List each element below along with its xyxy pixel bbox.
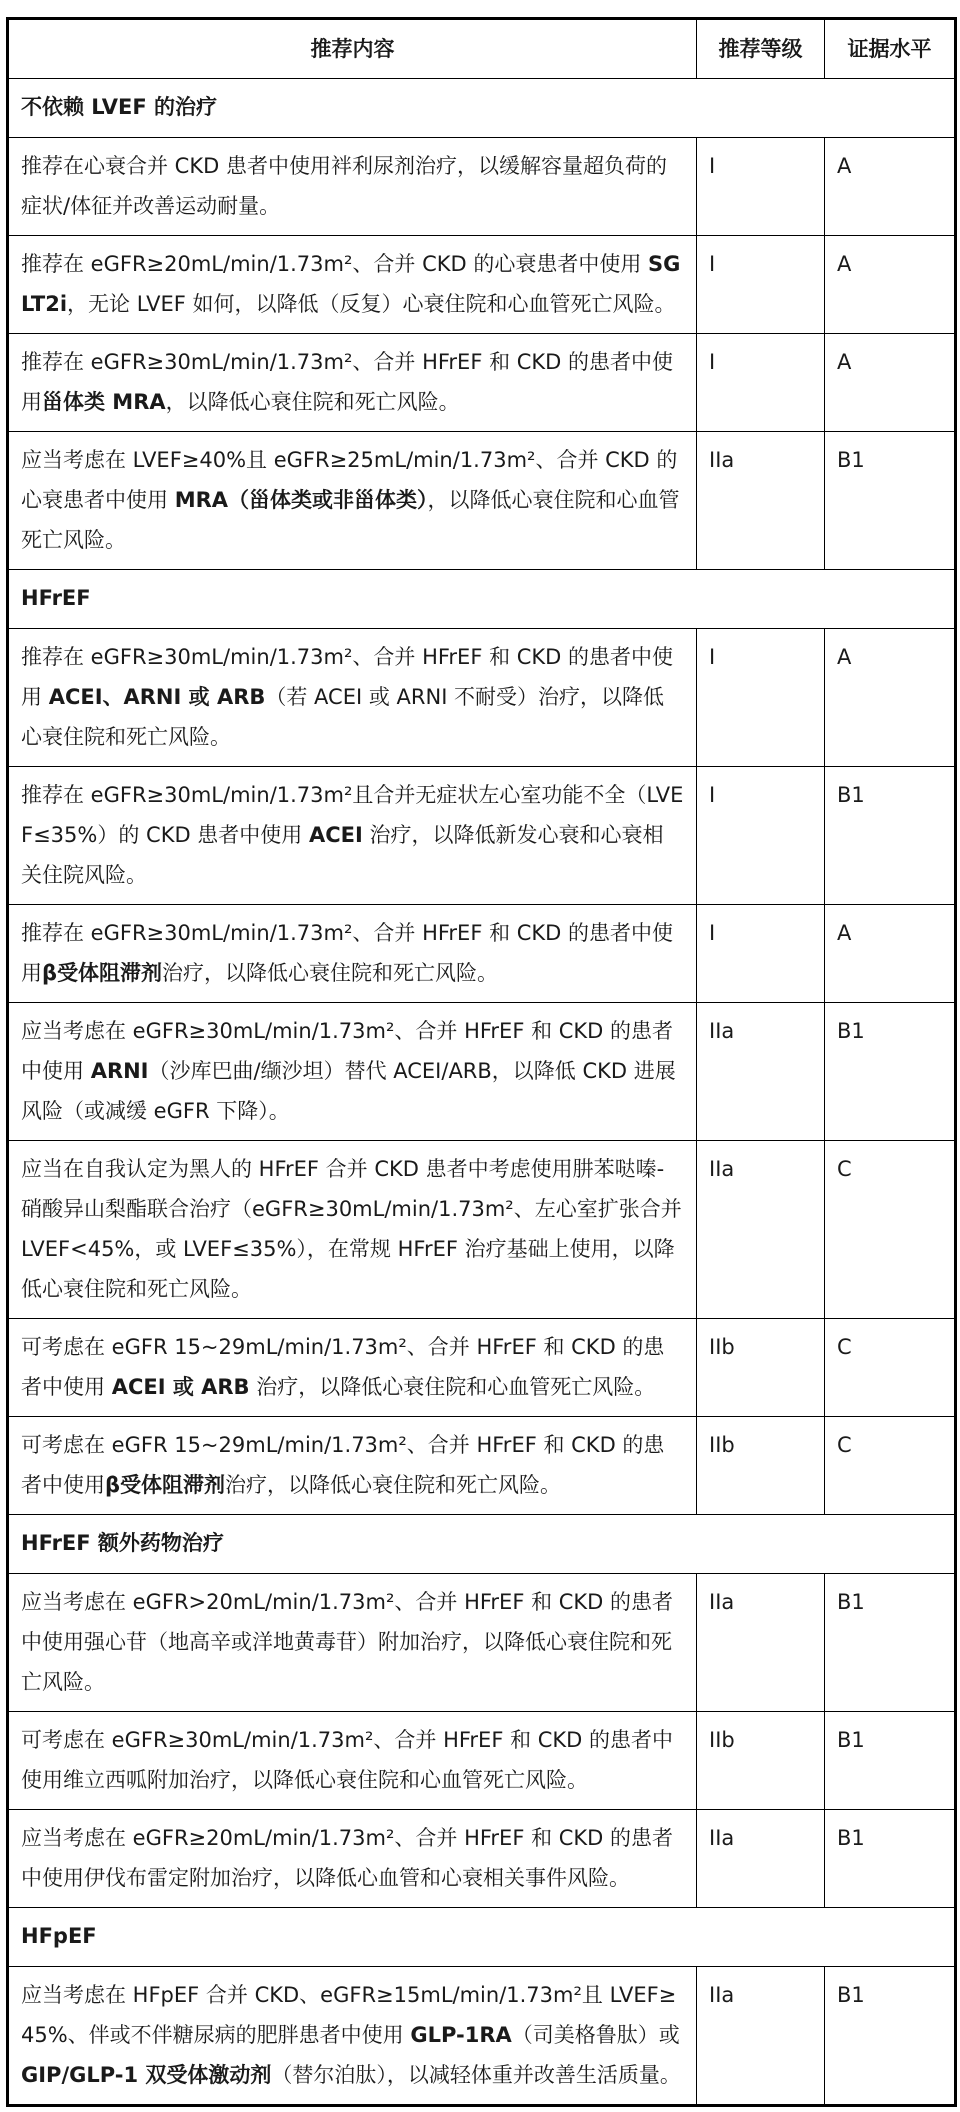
text-run: 推荐在 eGFR≥20mL/min/1.73m²、合并 CKD 的心衰患者中使用 bbox=[21, 252, 649, 276]
recommendation-text bbox=[8, 1810, 697, 1908]
section-title: 不依赖 LVEF 的治疗 bbox=[8, 79, 956, 138]
evidence-level: B1 bbox=[825, 1003, 956, 1141]
recommendation-level: I bbox=[697, 138, 825, 236]
recommendation-level: I bbox=[697, 236, 825, 334]
text-run: 应当考虑在 eGFR≥20mL/min/1.73m²、合并 HFrEF 和 CKD 的患者中使用伊伐布雷定附加治疗，以降低心血管和心衰相关事件风险。 bbox=[21, 1826, 674, 1890]
bold-text: ACEI 或 ARB bbox=[111, 1375, 250, 1399]
text-run: 治疗，以降低心衰住院和心血管死亡风险。 bbox=[249, 1375, 656, 1399]
text-run: ，以降低心衰住院和心血管死亡风险。 bbox=[21, 488, 680, 552]
evidence-level: A bbox=[825, 905, 956, 1003]
recommendation-level: IIb bbox=[697, 1712, 825, 1810]
table-row bbox=[8, 1141, 956, 1319]
recommendation-level: IIb bbox=[697, 1417, 825, 1515]
evidence-level: C bbox=[825, 1319, 956, 1417]
text-run: 推荐在心衰合并 CKD 患者中使用袢利尿剂治疗，以缓解容量超负荷的症状/体征并改善运动耐量。 bbox=[21, 154, 667, 218]
recommendation-level: IIa bbox=[697, 1574, 825, 1712]
text-run: 应当考虑在 eGFR>20mL/min/1.73m²、合并 HFrEF 和 CKD 的患者中使用强心苷（地高辛或洋地黄毒苷）附加治疗，以降低心衰住院和死亡风险。 bbox=[21, 1590, 674, 1694]
recommendation-text bbox=[8, 905, 697, 1003]
recommendation-text bbox=[8, 767, 697, 905]
table-row bbox=[8, 334, 956, 432]
text-run: 推荐在 eGFR≥30mL/min/1.73m²、合并 HFrEF 和 CKD 的患者中使用 bbox=[21, 350, 674, 414]
evidence-level: B1 bbox=[825, 1810, 956, 1908]
bold-text: GIP/GLP-1 双受体激动剂 bbox=[21, 2063, 272, 2087]
recommendation-text bbox=[8, 1712, 697, 1810]
section-row bbox=[8, 570, 956, 629]
recommendation-text bbox=[8, 138, 697, 236]
recommendation-text bbox=[8, 1003, 697, 1141]
text-run: 治疗，以降低新发心衰和心衰相关住院风险。 bbox=[21, 823, 664, 887]
recommendation-text bbox=[8, 1574, 697, 1712]
header-evidence: 证据水平 bbox=[825, 19, 956, 79]
section-title: HFrEF bbox=[8, 570, 956, 629]
section-row bbox=[8, 79, 956, 138]
text-run: 推荐在 eGFR≥30mL/min/1.73m²、合并 HFrEF 和 CKD 的患者中使用 bbox=[21, 921, 674, 985]
bold-text: ARNI bbox=[90, 1059, 149, 1083]
recommendation-text bbox=[8, 1967, 697, 2106]
recommendation-text bbox=[8, 334, 697, 432]
text-run: 应当在自我认定为黑人的 HFrEF 合并 CKD 患者中考虑使用肼苯哒嗪-硝酸异山梨酯联合治疗（eGFR≥30mL/min/1.73m²、左心室扩张合并 LVEF<45%，或 LVEF≤35%），在常规 HFrEF 治疗基础上使用，以降低心衰住院和死亡风险。 bbox=[21, 1157, 682, 1301]
evidence-level: B1 bbox=[825, 767, 956, 905]
recommendation-text bbox=[8, 629, 697, 767]
bold-text: GLP-1RA bbox=[410, 2023, 512, 2047]
bold-text: MRA（甾体类或非甾体类） bbox=[174, 488, 428, 512]
recommendation-text bbox=[8, 1141, 697, 1319]
bold-text: SGLT2i bbox=[21, 252, 681, 316]
recommendation-level: IIa bbox=[697, 1967, 825, 2106]
header-content: 推荐内容 bbox=[8, 19, 697, 79]
table-row bbox=[8, 236, 956, 334]
evidence-level: B1 bbox=[825, 1967, 956, 2106]
text-run: 治疗，以降低心衰住院和死亡风险。 bbox=[162, 961, 499, 985]
section-row bbox=[8, 1908, 956, 1967]
table-header-row bbox=[8, 19, 956, 79]
recommendation-text bbox=[8, 1319, 697, 1417]
recommendation-level: I bbox=[697, 629, 825, 767]
recommendation-level: IIa bbox=[697, 432, 825, 570]
recommendation-level: I bbox=[697, 905, 825, 1003]
text-run: ，以降低心衰住院和死亡风险。 bbox=[165, 390, 460, 414]
bold-text: 甾体类 MRA bbox=[42, 390, 166, 414]
evidence-level: C bbox=[825, 1141, 956, 1319]
text-run: 应当考虑在 eGFR≥30mL/min/1.73m²、合并 HFrEF 和 CKD 的患者中使用 bbox=[21, 1019, 674, 1083]
recommendation-level: I bbox=[697, 767, 825, 905]
header-level: 推荐等级 bbox=[697, 19, 825, 79]
text-run: 治疗，以降低心衰住院和死亡风险。 bbox=[225, 1473, 562, 1497]
recommendation-text bbox=[8, 236, 697, 334]
evidence-level: A bbox=[825, 629, 956, 767]
text-run: （司美格鲁肽）或 bbox=[511, 2023, 680, 2047]
recommendation-level: IIb bbox=[697, 1319, 825, 1417]
section-title: HFpEF bbox=[8, 1908, 956, 1967]
table-body bbox=[8, 79, 956, 2106]
text-run: 可考虑在 eGFR 15~29mL/min/1.73m²、合并 HFrEF 和 CKD 的患者中使用 bbox=[21, 1335, 665, 1399]
evidence-level: B1 bbox=[825, 1712, 956, 1810]
table-row bbox=[8, 1574, 956, 1712]
recommendation-text bbox=[8, 1417, 697, 1515]
text-run: （替尔泊肽），以减轻体重并改善生活质量。 bbox=[271, 2063, 681, 2087]
table-row bbox=[8, 1967, 956, 2106]
bold-text: β受体阻滞剂 bbox=[105, 1473, 226, 1497]
section-title: HFrEF 额外药物治疗 bbox=[8, 1515, 956, 1574]
table-row bbox=[8, 629, 956, 767]
text-run: 可考虑在 eGFR 15~29mL/min/1.73m²、合并 HFrEF 和 CKD 的患者中使用 bbox=[21, 1433, 665, 1497]
table-row bbox=[8, 1319, 956, 1417]
text-run: （若 ACEI 或 ARNI 不耐受）治疗，以降低心衰住院和死亡风险。 bbox=[21, 685, 665, 749]
table-row bbox=[8, 1810, 956, 1908]
table-row bbox=[8, 1712, 956, 1810]
recommendation-table bbox=[6, 17, 957, 2107]
recommendation-level: IIa bbox=[697, 1141, 825, 1319]
recommendation-text bbox=[8, 432, 697, 570]
table-row bbox=[8, 905, 956, 1003]
table-row bbox=[8, 138, 956, 236]
evidence-level: B1 bbox=[825, 1574, 956, 1712]
evidence-level: A bbox=[825, 334, 956, 432]
evidence-level: C bbox=[825, 1417, 956, 1515]
evidence-level: A bbox=[825, 138, 956, 236]
text-run: 可考虑在 eGFR≥30mL/min/1.73m²、合并 HFrEF 和 CKD 的患者中使用维立西呱附加治疗，以降低心衰住院和心血管死亡风险。 bbox=[21, 1728, 674, 1792]
recommendation-level: IIa bbox=[697, 1003, 825, 1141]
evidence-level: B1 bbox=[825, 432, 956, 570]
recommendation-level: IIa bbox=[697, 1810, 825, 1908]
section-row bbox=[8, 1515, 956, 1574]
text-run: （沙库巴曲/缬沙坦）替代 ACEI/ARB，以降低 CKD 进展风险（或减缓 eGFR 下降）。 bbox=[21, 1059, 676, 1123]
text-run: 推荐在 eGFR≥30mL/min/1.73m²、合并 HFrEF 和 CKD 的患者中使用 bbox=[21, 645, 674, 709]
recommendation-level: I bbox=[697, 334, 825, 432]
table-row bbox=[8, 432, 956, 570]
text-run: ，无论 LVEF 如何，以降低（反复）心衰住院和心血管死亡风险。 bbox=[67, 292, 676, 316]
bold-text: ACEI bbox=[308, 823, 363, 847]
text-run: 推荐在 eGFR≥30mL/min/1.73m²且合并无症状左心室功能不全（LVEF≤35%）的 CKD 患者中使用 bbox=[21, 783, 684, 847]
table-row bbox=[8, 1003, 956, 1141]
text-run: 应当考虑在 LVEF≥40%且 eGFR≥25mL/min/1.73m²、合并 CKD 的心衰患者中使用 bbox=[21, 448, 678, 512]
text-run: 应当考虑在 HFpEF 合并 CKD、eGFR≥15mL/min/1.73m²且 LVEF≥45%、伴或不伴糖尿病的肥胖患者中使用 bbox=[21, 1983, 677, 2047]
table-row bbox=[8, 767, 956, 905]
table-row bbox=[8, 1417, 956, 1515]
bold-text: β受体阻滞剂 bbox=[42, 961, 163, 985]
bold-text: ACEI、ARNI 或 ARB bbox=[48, 685, 266, 709]
evidence-level: A bbox=[825, 236, 956, 334]
